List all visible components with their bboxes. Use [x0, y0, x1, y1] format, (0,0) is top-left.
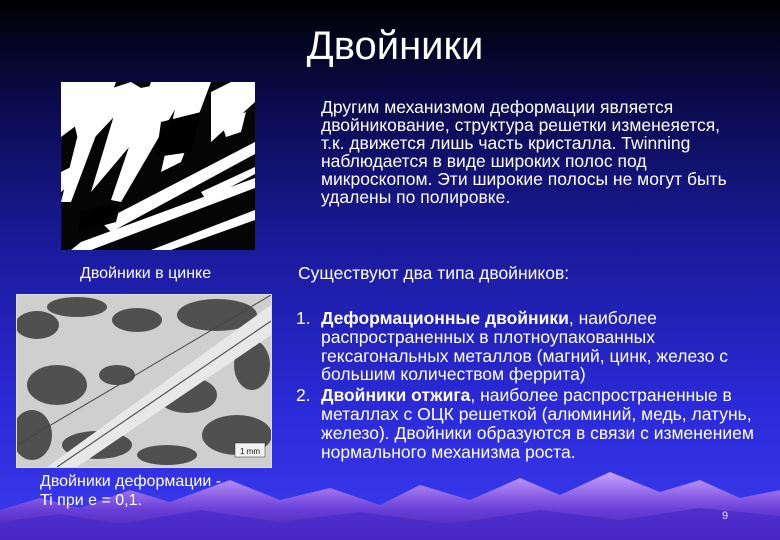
intro-paragraph: Другим механизмом деформации является двойникование, структура решетки изменеяется, т.к. движется лишь часть кристалла. Twinning наблюдается в виде широких полос под микроскопом. Эти широкие полосы не могут быть удалены по полировке.	[321, 97, 727, 207]
list-item-number: 1.	[296, 308, 311, 328]
ti-twins-micrograph	[16, 294, 272, 468]
twin-types-heading: Существуют два типа двойников:	[298, 263, 570, 283]
page-number: 9	[722, 510, 729, 522]
ti-caption-line1: Двойники деформации -	[40, 473, 222, 490]
zinc-twins-micrograph	[61, 82, 255, 250]
list-item-annealing-twins	[296, 386, 756, 461]
ti-caption-line2: Ti при e = 0,1.	[40, 492, 142, 509]
ti-micrograph-image	[17, 295, 271, 467]
ti-twins-caption	[40, 472, 221, 510]
slide-title: Двойники	[306, 24, 484, 68]
list-item-description: , наиболее распространенные в металлах с ОЦК решеткой (алюминий, медь, латунь, железо). Двойники образуются в связи с изменением нормального механизма роста.	[321, 385, 754, 462]
twin-types-list	[296, 309, 756, 463]
zinc-micrograph-image	[61, 82, 255, 250]
scale-bar-label: 1 mm	[240, 447, 260, 456]
zinc-twins-caption: Двойники в цинке	[80, 265, 212, 282]
list-item-term: Двойники отжига	[321, 385, 471, 406]
list-item-number: 2.	[296, 385, 311, 406]
list-item-deformation-twins	[296, 309, 756, 384]
list-item-description: , наиболее распространенных в плотноупакованных гексагональных металлов (магний, цинк, железо с большим количеством феррита)	[321, 308, 728, 385]
list-item-term: Деформационные двойники	[321, 308, 569, 328]
